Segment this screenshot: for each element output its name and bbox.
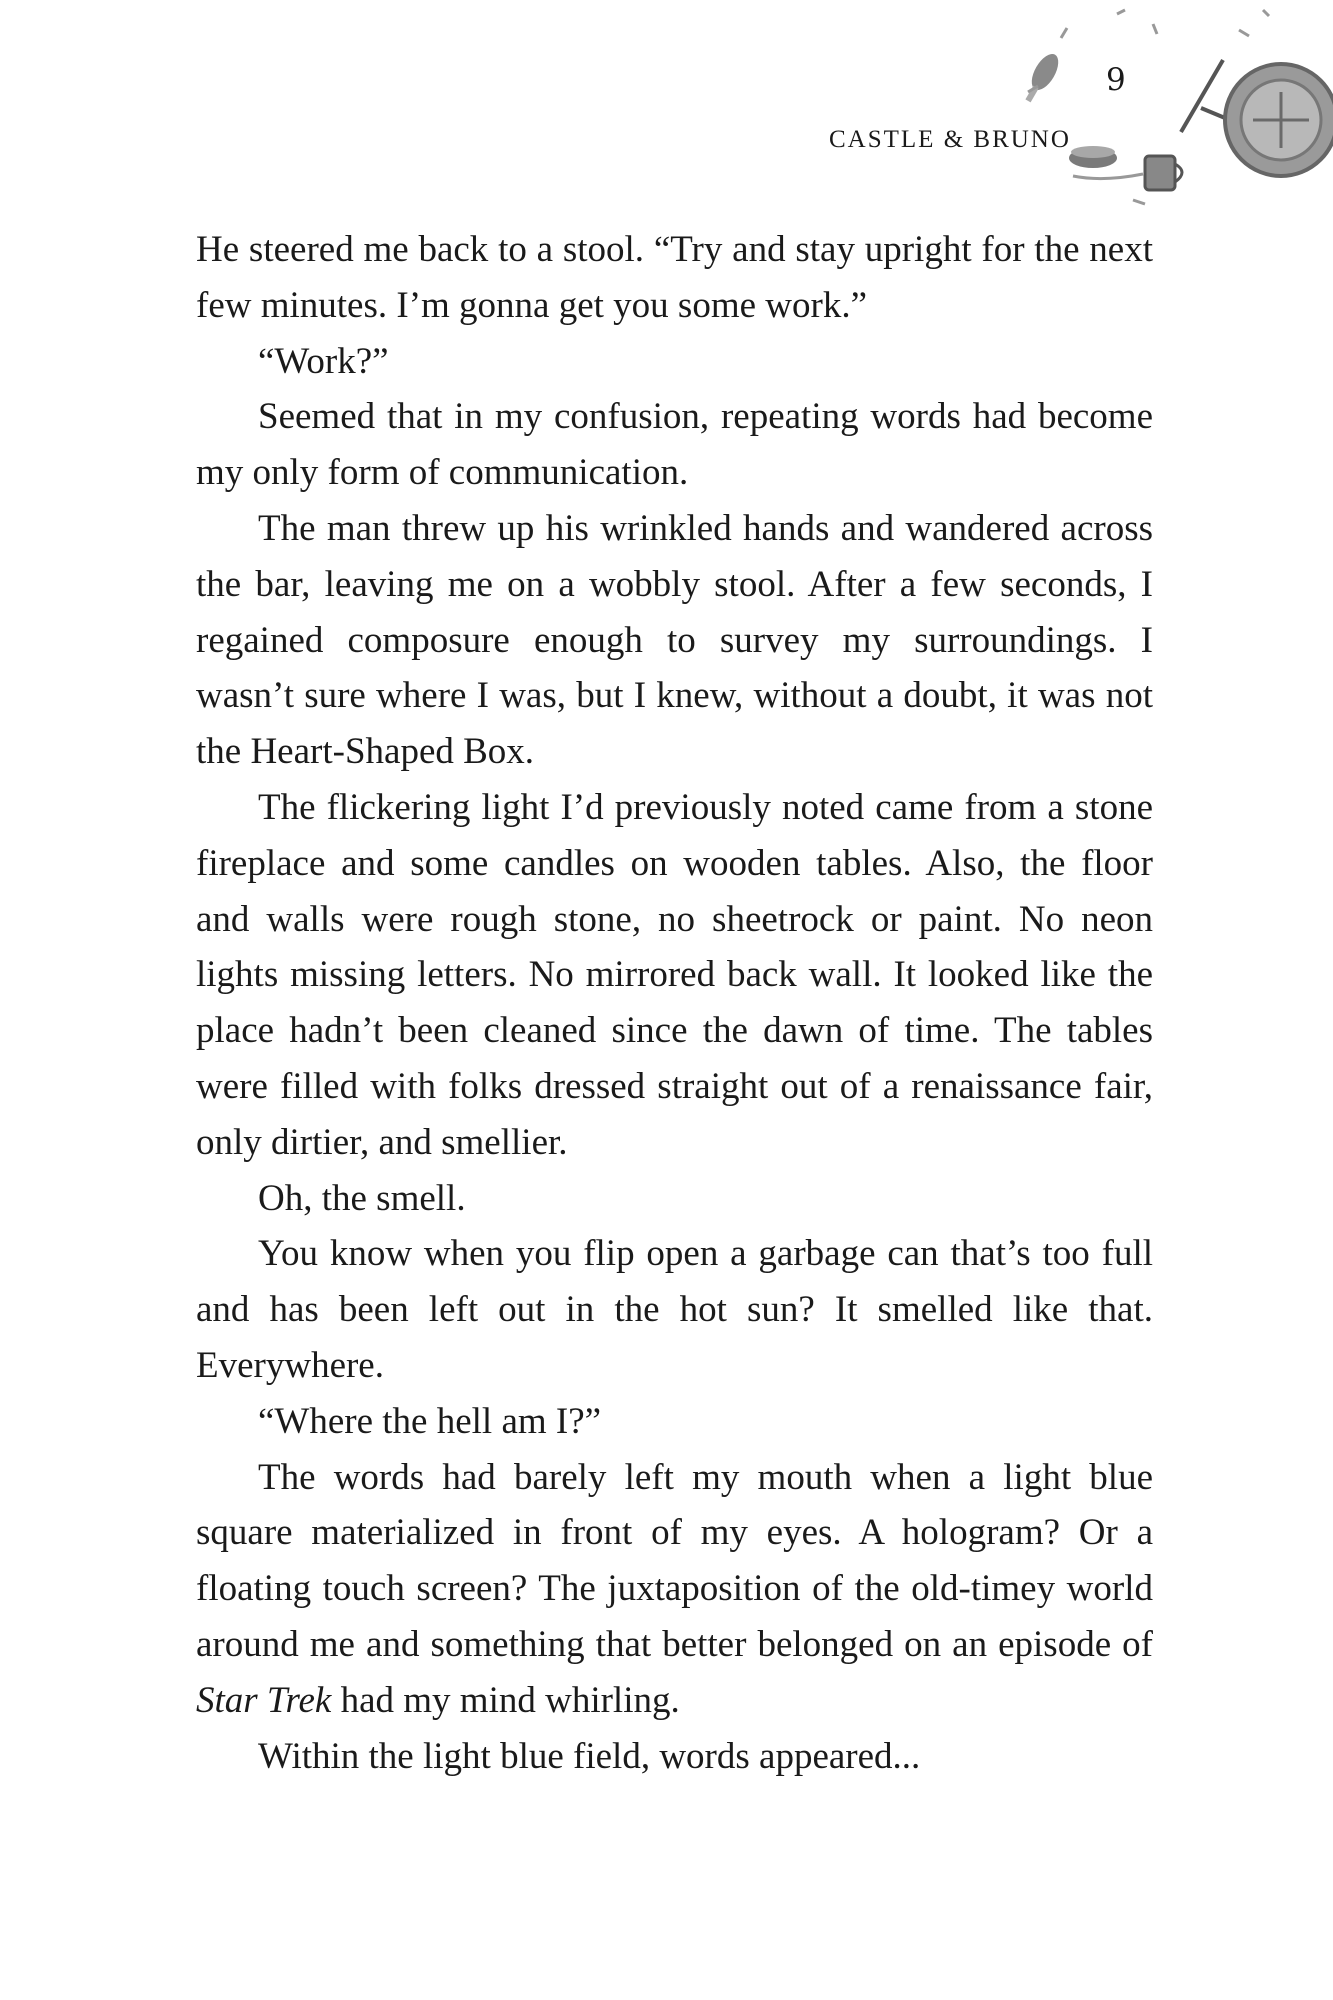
scattered-items-icon [933, 0, 1333, 240]
dagger-icon [1181, 60, 1225, 132]
paragraph: “Where the hell am I?” [258, 1400, 602, 1442]
paragraph: He steered me back to a stool. “Try and stay upright for the next few minutes. I’m gonna get you some work.” [196, 229, 1153, 326]
text-run: had my mind whirling. [331, 1679, 680, 1721]
drumstick-icon [1025, 50, 1063, 103]
paragraph: You know when you flip open a garbage can that’s too full and has been left out in the hot sun? It smelled like that. Everywhere. [196, 1233, 1153, 1386]
bowl-icon [1069, 146, 1117, 168]
paragraph: The flickering light I’d previously noted came from a stone fireplace and some candles on wooden tables. Also, the floor and walls were rough stone, no sheetrock or paint. No neon lights missing letters. No mirrored back wall. It looked like the place hadn’t been cleaned since the dawn of time. The tables were filled with folks dressed straight out of a renaissance fair, only dirtier, and smellier. [196, 786, 1153, 1163]
body-text [196, 222, 1153, 1784]
paragraph: Oh, the smell. [258, 1177, 466, 1219]
paragraph [196, 1450, 1153, 1729]
paragraph: Within the light blue field, words appeared... [258, 1735, 921, 1777]
mug-icon [1145, 156, 1182, 190]
paragraph: Seemed that in my confusion, repeating words had become my only form of communication. [196, 396, 1153, 494]
paragraph: “Work?” [258, 340, 389, 382]
shield-icon [1225, 64, 1333, 176]
text-run: The words had barely left my mouth when a light blue square materialized in front of my eyes. A hologram? Or a floating touch screen? The juxtaposition of the old-timey world around me and something that better belonged on an episode of [196, 1456, 1153, 1665]
show-title: Star Trek [196, 1679, 332, 1721]
paragraph: The man threw up his wrinkled hands and wandered across the bar, leaving me on a wobbly stool. After a few seconds, I regained composure enough to survey my surroundings. I wasn’t sure where I was, but I knew, without a doubt, it was not the Heart-Shaped Box. [196, 507, 1153, 773]
page-number: 9 [1106, 62, 1127, 98]
running-head: CASTLE & BRUNO [829, 126, 1071, 153]
